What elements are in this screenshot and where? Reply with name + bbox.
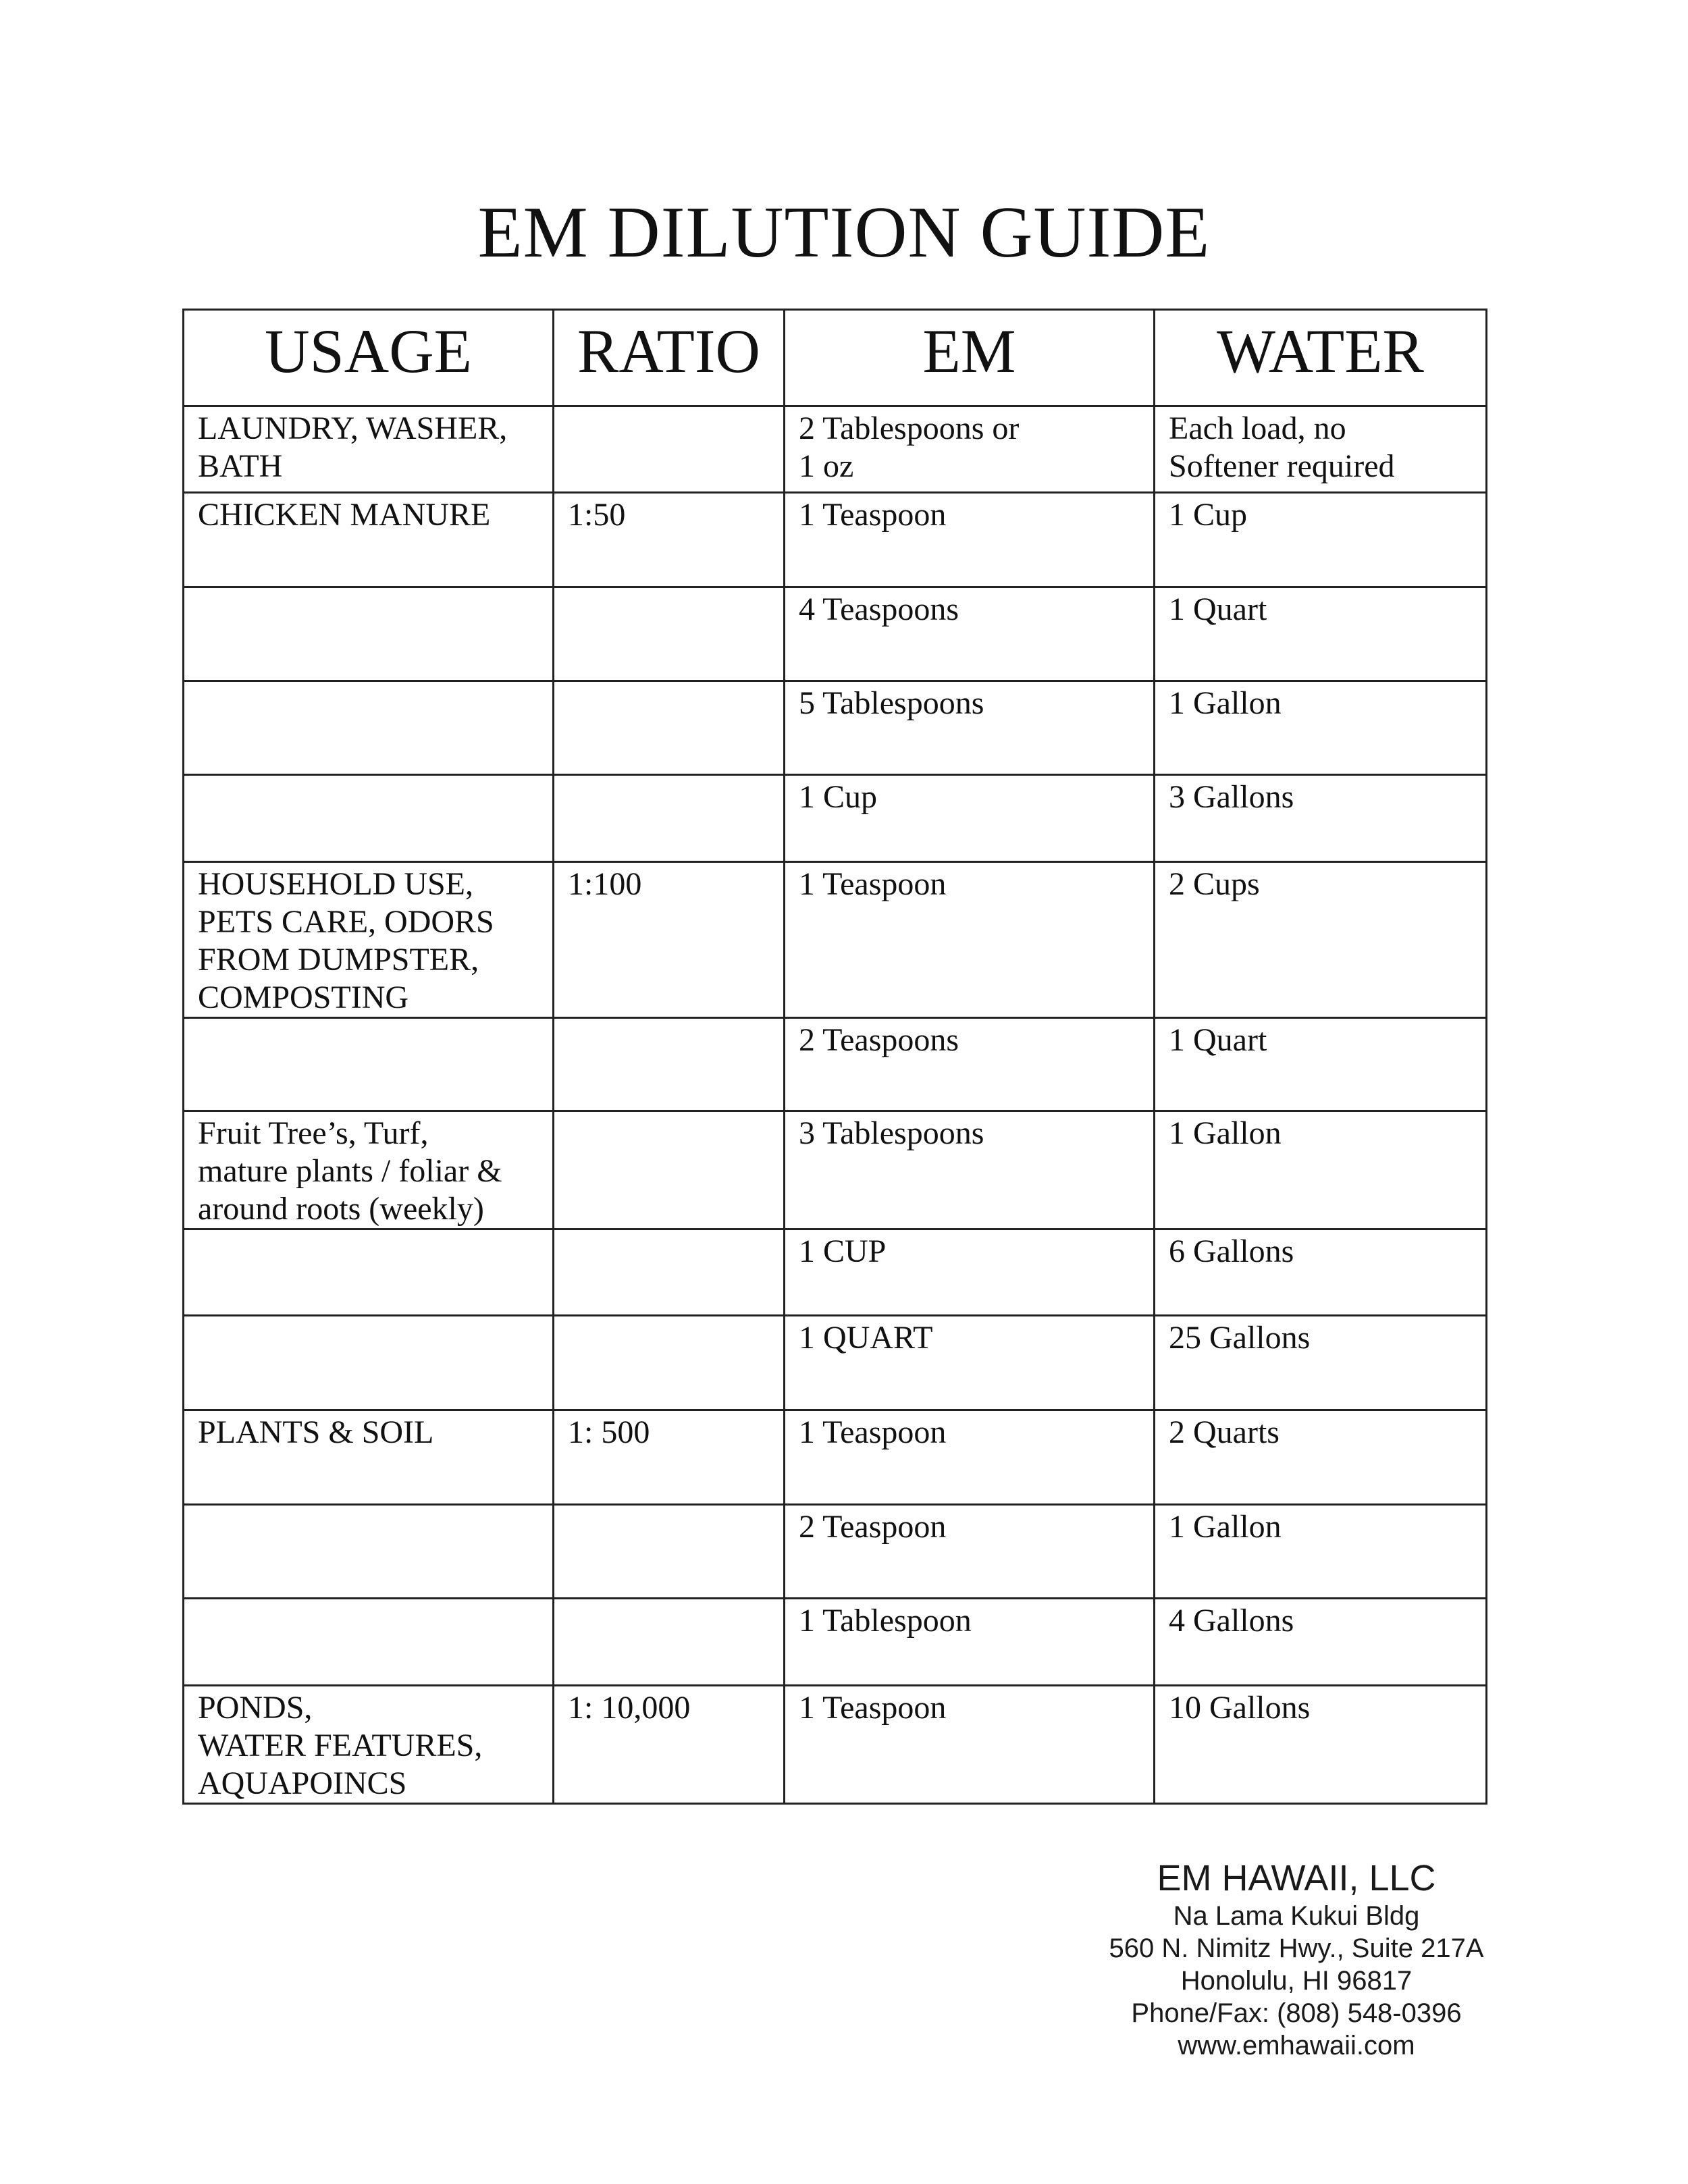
cell-water: 10 Gallons [1155,1686,1487,1804]
cell-ratio: 1: 10,000 [554,1686,785,1804]
table-row [184,1018,1487,1111]
cell-em: 3 Tablespoons [785,1111,1155,1229]
cell-usage: PLANTS & SOIL [184,1410,554,1505]
header-ratio: RATIO [554,310,785,406]
header-usage: USAGE [184,310,554,406]
cell-em: 4 Teaspoons [785,587,1155,681]
cell-ratio [554,1229,785,1316]
cell-water: 4 Gallons [1155,1599,1487,1686]
cell-ratio [554,1111,785,1229]
cell-usage: CHICKEN MANURE [184,493,554,587]
table-row [184,681,1487,775]
cell-usage: Fruit Tree’s, Turf, mature plants / foliar & around roots (weekly) [184,1111,554,1229]
table-row [184,1599,1487,1686]
company-website: www.emhawaii.com [1178,2031,1415,2060]
cell-usage [184,681,554,775]
company-address: 560 N. Nimitz Hwy., Suite 217A [1109,1934,1484,1963]
cell-ratio: 1:100 [554,862,785,1018]
cell-water: 1 Quart [1155,587,1487,681]
page-title: EM DILUTION GUIDE [477,192,1211,273]
cell-em: 1 Teaspoon [785,1410,1155,1505]
cell-water: 1 Gallon [1155,1505,1487,1599]
cell-water: 1 Gallon [1155,681,1487,775]
cell-em: 1 Teaspoon [785,862,1155,1018]
cell-ratio [554,406,785,493]
table-row [184,1505,1487,1599]
table-row [184,1410,1487,1505]
cell-em: 1 Teaspoon [785,493,1155,587]
cell-water: 6 Gallons [1155,1229,1487,1316]
cell-usage [184,1018,554,1111]
cell-em: 1 CUP [785,1229,1155,1316]
cell-ratio: 1:50 [554,493,785,587]
cell-em: 5 Tablespoons [785,681,1155,775]
table-row [184,1111,1487,1229]
table-row [184,862,1487,1018]
cell-water: 1 Quart [1155,1018,1487,1111]
table-header-row [184,310,1487,406]
cell-water: 2 Quarts [1155,1410,1487,1505]
header-water: WATER [1155,310,1487,406]
company-city: Honolulu, HI 96817 [1180,1966,1413,1996]
cell-ratio [554,1316,785,1410]
company-building: Na Lama Kukui Bldg [1173,1901,1420,1931]
table-row [184,1686,1487,1804]
cell-usage [184,1599,554,1686]
header-em: EM [785,310,1155,406]
cell-em: 2 Tablespoons or 1 oz [785,406,1155,493]
cell-em: 2 Teaspoons [785,1018,1155,1111]
company-name: EM HAWAII, LLC [1157,1858,1436,1898]
cell-ratio [554,587,785,681]
cell-ratio [554,1018,785,1111]
cell-em: 1 Tablespoon [785,1599,1155,1686]
cell-ratio: 1: 500 [554,1410,785,1505]
company-contact-block [1053,1857,1539,2062]
cell-ratio [554,775,785,862]
cell-usage [184,1505,554,1599]
cell-usage: PONDS, WATER FEATURES, AQUAPOINCS [184,1686,554,1804]
cell-usage [184,775,554,862]
cell-usage: LAUNDRY, WASHER, BATH [184,406,554,493]
cell-ratio [554,1599,785,1686]
table-row [184,1229,1487,1316]
cell-em: 1 Cup [785,775,1155,862]
cell-water: Each load, no Softener required [1155,406,1487,493]
cell-usage [184,1229,554,1316]
cell-usage [184,587,554,681]
cell-ratio [554,681,785,775]
cell-em: 1 QUART [785,1316,1155,1410]
table-row [184,775,1487,862]
cell-em: 2 Teaspoon [785,1505,1155,1599]
table-row [184,587,1487,681]
cell-water: 1 Cup [1155,493,1487,587]
cell-water: 1 Gallon [1155,1111,1487,1229]
table-row [184,493,1487,587]
cell-usage: HOUSEHOLD USE, PETS CARE, ODORS FROM DUMPSTER, COMPOSTING [184,862,554,1018]
table-row [184,1316,1487,1410]
table-row [184,406,1487,493]
cell-water: 25 Gallons [1155,1316,1487,1410]
cell-ratio [554,1505,785,1599]
company-phone: Phone/Fax: (808) 548-0396 [1131,1998,1462,2028]
cell-em: 1 Teaspoon [785,1686,1155,1804]
cell-water: 2 Cups [1155,862,1487,1018]
dilution-table [182,309,1487,1805]
cell-water: 3 Gallons [1155,775,1487,862]
cell-usage [184,1316,554,1410]
